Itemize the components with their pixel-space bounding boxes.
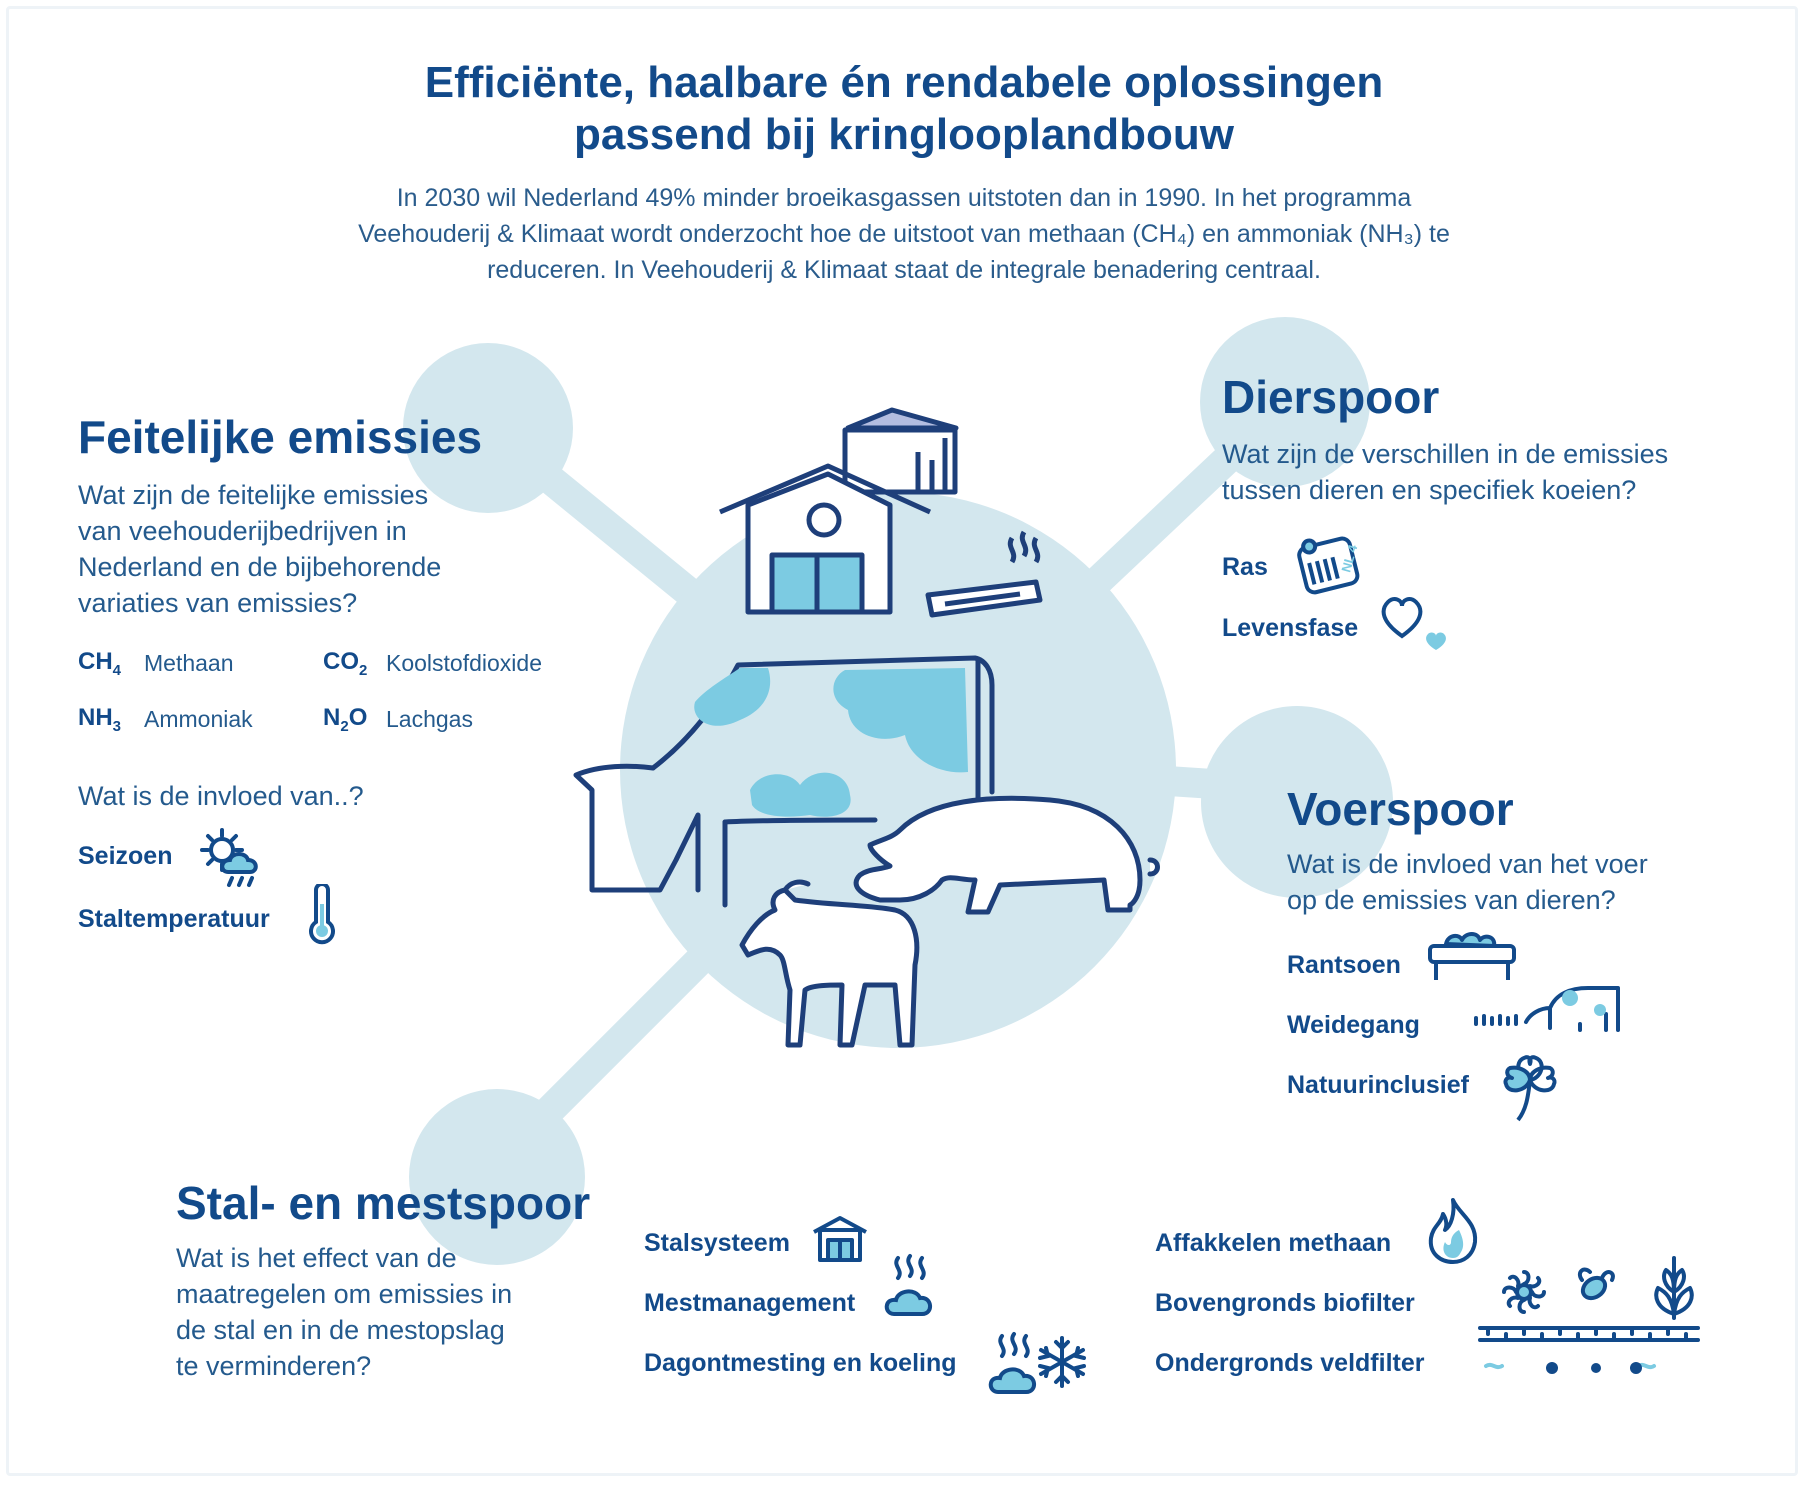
dagontmesting-label: Dagontmesting en koeling (644, 1349, 957, 1377)
affakkelen-label: Affakkelen methaan (1155, 1229, 1392, 1257)
rantsoen-label: Rantsoen (1287, 951, 1401, 979)
snowflake-icon (1034, 1334, 1090, 1390)
levensfase-label: Levensfase (1222, 614, 1359, 642)
stal-title: Stal- en mestspoor (176, 1177, 591, 1229)
grazing-cow-icon (1470, 968, 1630, 1040)
thermometer-icon (306, 884, 338, 946)
intro-line-2: Veehouderij & Klimaat wordt onderzocht hoe de uitstoot van methaan (CH₄) en ammoniak (NH₃) te (358, 220, 1450, 248)
hearts-icon (1378, 592, 1450, 654)
clover-icon (1500, 1050, 1560, 1128)
seizoen-label: Seizoen (78, 842, 173, 870)
gas-co2-name: Koolstofdioxide (386, 650, 542, 676)
feitelijk-title: Feitelijke emissies (78, 411, 483, 463)
stal-q-line-1: Wat is het effect van de (176, 1243, 457, 1273)
dierspoor-question (1222, 436, 1668, 508)
feitelijk-question (78, 477, 441, 621)
stal-q-line-2: maatregelen om emissies in (176, 1279, 513, 1309)
ear-tag-icon (1290, 528, 1370, 600)
natuurinclusief-label: Natuurinclusief (1287, 1071, 1469, 1099)
gas-nh3-formula: $NH_3$ (78, 704, 122, 735)
flame-icon (1424, 1196, 1482, 1266)
influence-question: Wat is de invloed van..? (78, 781, 364, 811)
voerspoor-q-line-1: Wat is de invloed van het voer (1287, 849, 1648, 879)
mestmanagement-label: Mestmanagement (644, 1289, 856, 1317)
gas-nh3-name: Ammoniak (144, 706, 253, 732)
bovengronds-label: Bovengronds biofilter (1155, 1289, 1415, 1317)
stal-question (176, 1240, 512, 1384)
intro-line-3: reduceren. In Veehouderij & Klimaat staat de integrale benadering centraal. (487, 256, 1321, 284)
title-line-1: Efficiënte, haalbare én rendabele oplossingen (424, 58, 1384, 107)
voerspoor-title: Voerspoor (1287, 783, 1514, 835)
stalsysteem-label: Stalsysteem (644, 1229, 790, 1257)
feitelijk-q-line-2: van veehouderijbedrijven in (78, 516, 407, 546)
feitelijk-q-line-3: Nederland en de bijbehorende (78, 552, 442, 582)
voerspoor-q-line-2: op de emissies van dieren? (1287, 885, 1616, 915)
barn-small-icon (810, 1212, 870, 1264)
intro-text (180, 180, 1628, 288)
feitelijk-q-line-1: Wat zijn de feitelijke emissies (78, 480, 429, 510)
gas-n2o-name: Lachgas (386, 706, 473, 732)
feitelijk-q-line-4: variaties van emissies? (78, 588, 358, 618)
gas-ch4-name: Methaan (144, 650, 234, 676)
steaming-manure-icon-2 (986, 1330, 1040, 1398)
weidegang-label: Weidegang (1287, 1011, 1420, 1039)
biofilter-field-icon (1476, 1254, 1706, 1384)
stal-q-line-3: de stal en in de mestopslag (176, 1315, 505, 1345)
gas-co2-formula: $CO_2$ (323, 648, 368, 679)
steaming-manure-icon (882, 1252, 938, 1320)
ondergronds-label: Ondergronds veldfilter (1155, 1349, 1425, 1377)
ear-tag-text: NL 4 (1338, 542, 1361, 574)
intro-line-1: In 2030 wil Nederland 49% minder broeikasgassen uitstoten dan in 1990. In het programma (396, 184, 1412, 212)
staltemperatuur-label: Staltemperatuur (78, 905, 270, 933)
weather-icon (192, 826, 274, 888)
gas-ch4-formula: $CH_4$ (78, 648, 122, 679)
dierspoor-q-line-2: tussen dieren en specifiek koeien? (1222, 475, 1637, 505)
ras-label: Ras (1222, 553, 1268, 581)
title-line-2: passend bij kringlooplandbouw (573, 110, 1235, 159)
voerspoor-question (1287, 846, 1648, 918)
gas-n2o-formula: $N_2O$ (323, 704, 368, 735)
dierspoor-title: Dierspoor (1222, 371, 1440, 423)
stal-q-line-4: te verminderen? (176, 1351, 372, 1381)
dierspoor-q-line-1: Wat zijn de verschillen in de emissies (1222, 439, 1669, 469)
